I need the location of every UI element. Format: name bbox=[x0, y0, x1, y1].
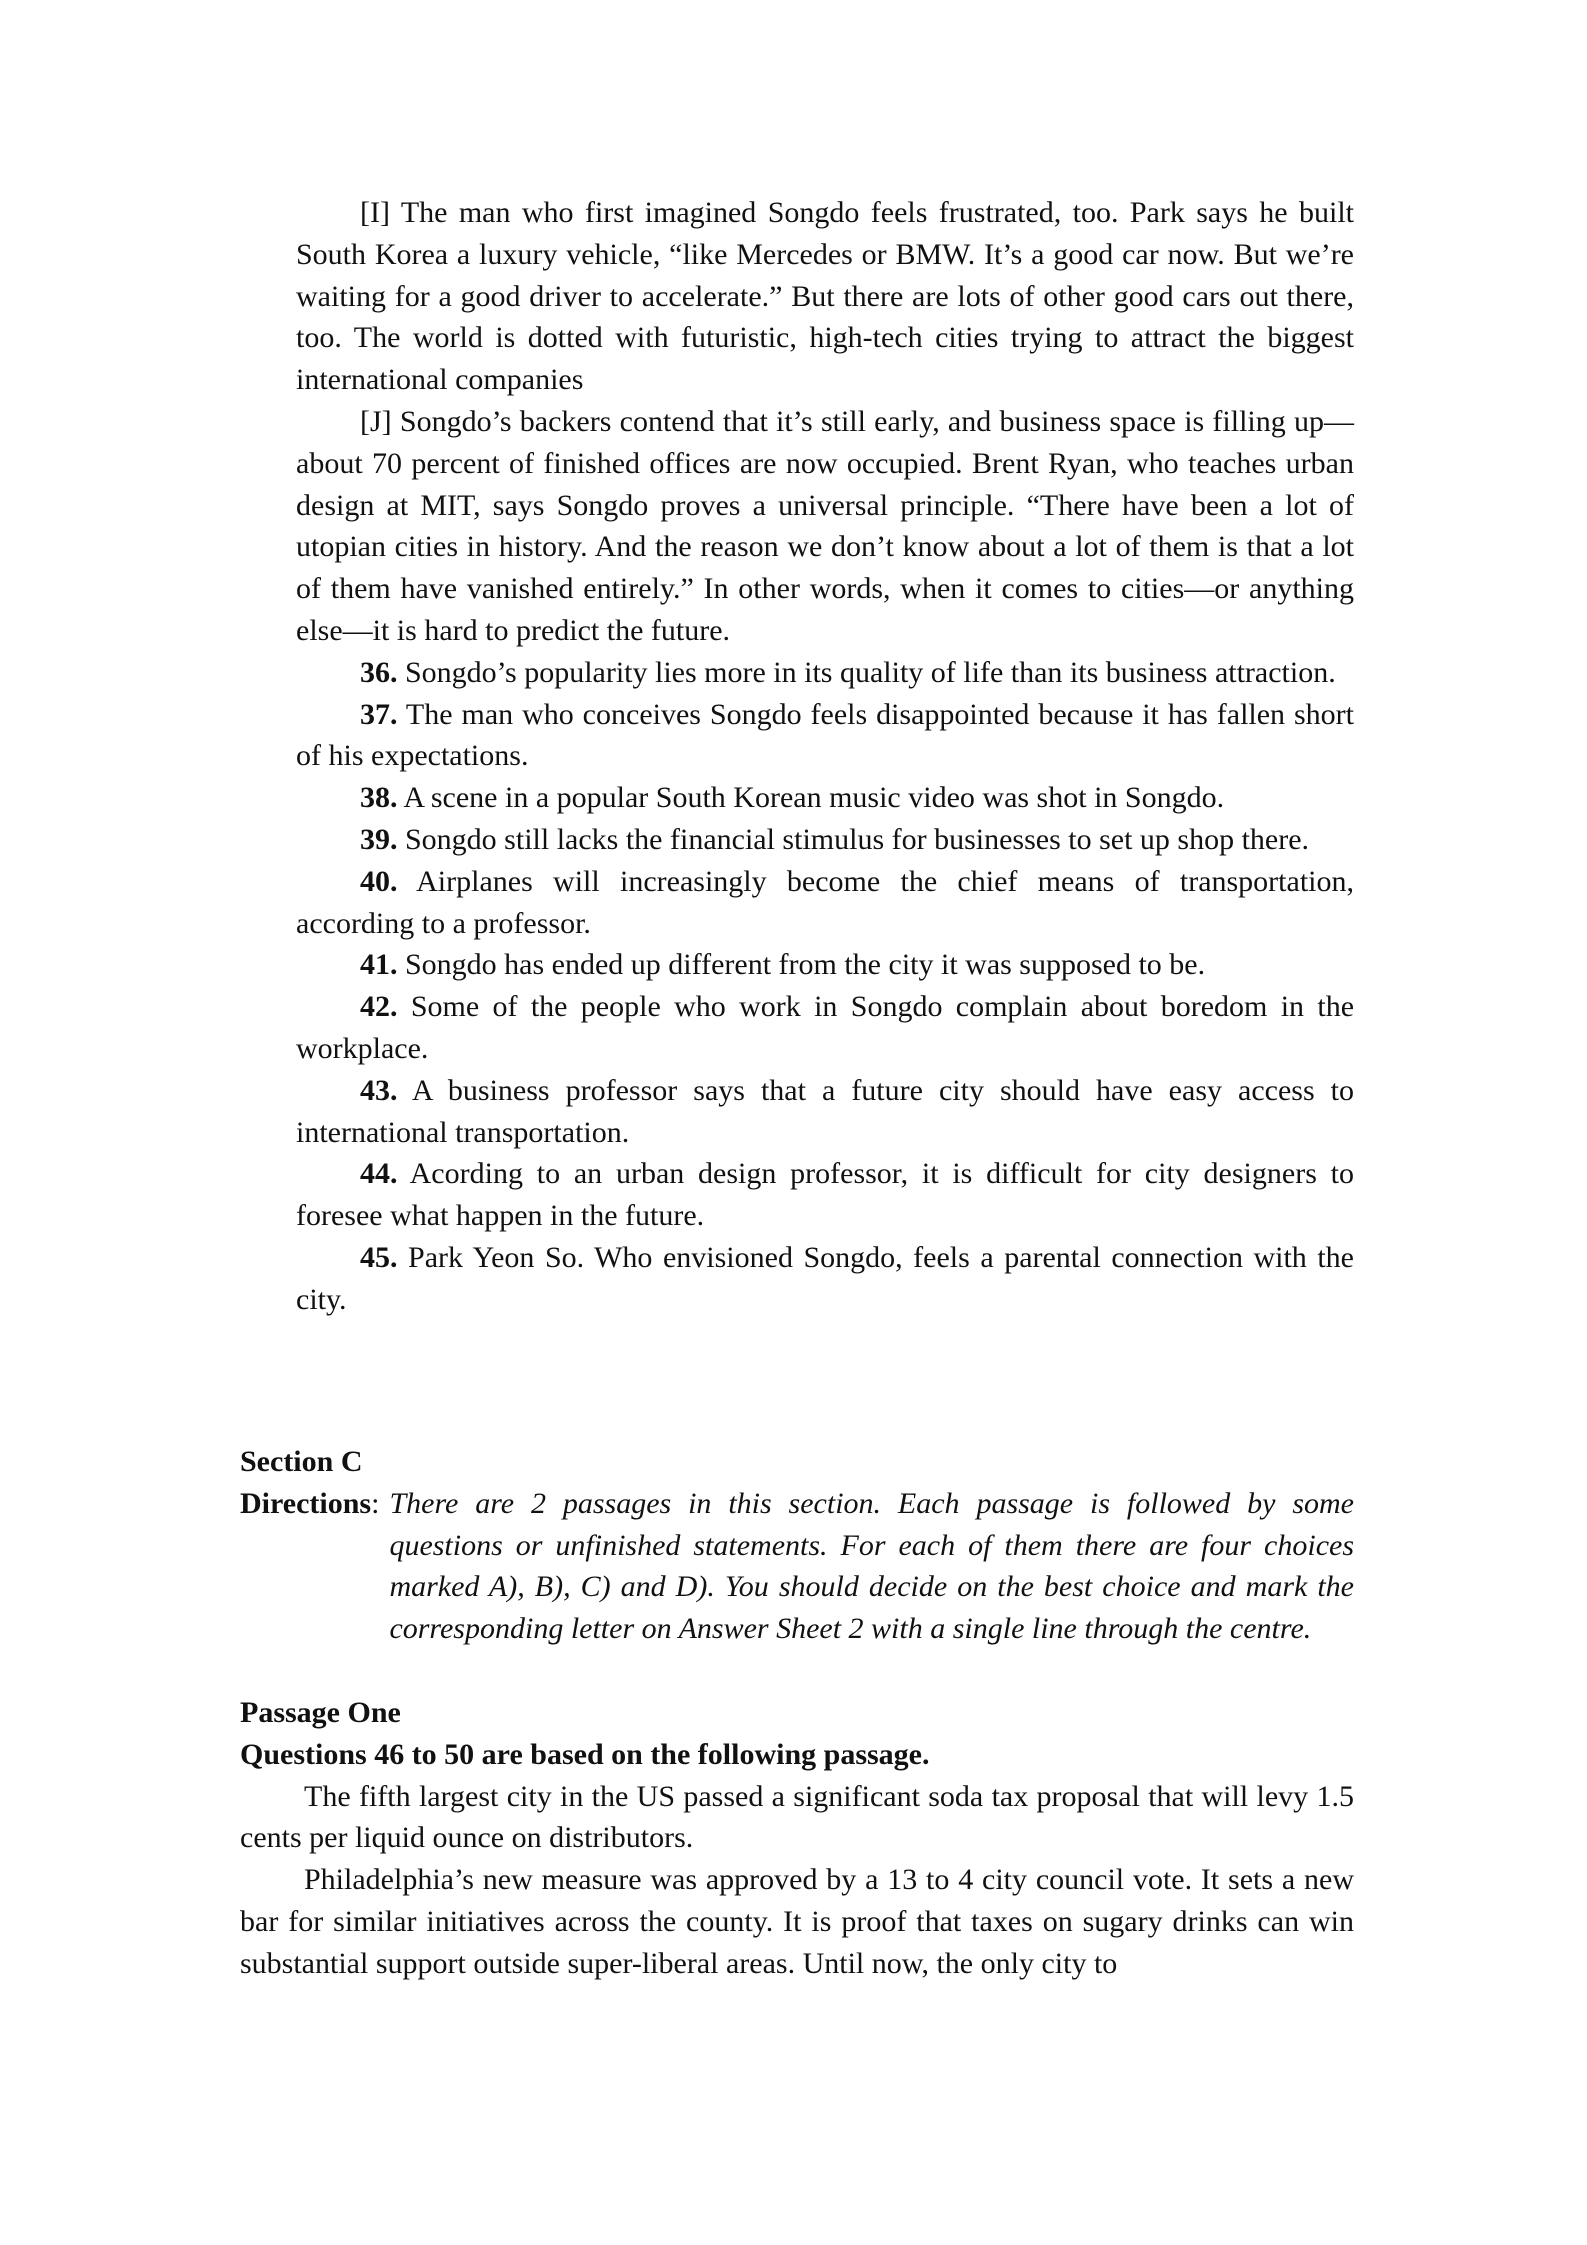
statement-number: 39. bbox=[360, 822, 398, 856]
section-c-block bbox=[240, 1441, 1354, 1985]
statement-text: The man who conceives Songdo feels disappointed because it has fallen short of his expectations. bbox=[296, 697, 1354, 773]
statement-text: Acording to an urban design professor, it is difficult for city designers to foresee what happen in the future. bbox=[296, 1157, 1354, 1233]
passage-paragraph: The fifth largest city in the US passed a significant soda tax proposal that will levy 1.5 cents per liquid ounce on distributors. bbox=[240, 1779, 1354, 1855]
statement-number: 44. bbox=[360, 1157, 398, 1191]
statement-number: 45. bbox=[360, 1240, 398, 1274]
statement-text: Airplanes will increasingly become the chief means of transportation, according to a professor. bbox=[296, 864, 1354, 940]
directions-text: There are 2 passages in this section. Each passage is followed by some questions or unfinished statements. For each of them there are four choices marked A), B), C) and D). You should decide on the best choice and mark the corresponding letter on Answer Sheet 2 with a single line through the centre. bbox=[389, 1486, 1354, 1646]
paragraph-i: [I] The man who first imagined Songdo feels frustrated, too. Park says he built South Korea a luxury vehicle, “like Mercedes or BMW. It’s a good car now. But we’re waiting for a good driver to accelerate.” But there are lots of other good cars out there, too. The world is dotted with futuristic, high-tech cities trying to attract the biggest international companies bbox=[296, 196, 1354, 397]
statement-text: A scene in a popular South Korean music video was shot in Songdo. bbox=[403, 781, 1225, 815]
paragraph-j: [J] Songdo’s backers contend that it’s still early, and business space is filling up—about 70 percent of finished offices are now occupied. Brent Ryan, who teaches urban design at MIT, says Songdo proves a universal principle. “There have been a lot of utopian cities in history. And the reason we don’t know about a lot of them is that a lot of them have vanished entirely.” In other words, when it comes to cities—or anything else—it is hard to predict the future. bbox=[296, 404, 1354, 647]
statement-text: A business professor says that a future city should have easy access to international transportation. bbox=[296, 1073, 1354, 1149]
statement-number: 41. bbox=[360, 948, 398, 982]
statement-item bbox=[296, 1153, 1354, 1237]
passage-one-title: Passage One bbox=[240, 1695, 401, 1729]
directions bbox=[240, 1483, 1354, 1650]
statement-text: Songdo’s popularity lies more in its quality of life than its business attraction. bbox=[405, 655, 1336, 689]
statement-number: 36. bbox=[360, 655, 398, 689]
statement-item bbox=[296, 652, 1354, 694]
statement-number: 37. bbox=[360, 697, 398, 731]
statement-number: 42. bbox=[360, 990, 398, 1024]
statement-text: Songdo still lacks the financial stimulus for businesses to set up shop there. bbox=[405, 822, 1310, 856]
statement-item bbox=[296, 986, 1354, 1070]
statement-text: Songdo has ended up different from the city it was supposed to be. bbox=[405, 948, 1206, 982]
spacer bbox=[240, 1650, 1354, 1692]
statement-item bbox=[296, 944, 1354, 986]
passage-continuation bbox=[296, 192, 1354, 1321]
statement-item bbox=[296, 777, 1354, 819]
statement-list bbox=[296, 652, 1354, 1321]
statement-number: 43. bbox=[360, 1073, 398, 1107]
statement-text: Some of the people who work in Songdo complain about boredom in the workplace. bbox=[296, 990, 1355, 1065]
section-c-title: Section C bbox=[240, 1445, 363, 1478]
statement-item bbox=[296, 1237, 1354, 1321]
statement-number: 40. bbox=[360, 864, 398, 898]
directions-label-text: Directions bbox=[240, 1486, 372, 1520]
passage-paragraph: Philadelphia’s new measure was approved by a 13 to 4 city council vote. It sets a new bar for similar initiatives across the county. It is proof that taxes on sugary drinks can win substantial support outside super-liberal areas. Until now, the only city to bbox=[240, 1863, 1354, 1980]
statement-item bbox=[296, 1070, 1354, 1154]
passage-one-subtitle: Questions 46 to 50 are based on the following passage. bbox=[240, 1737, 930, 1771]
statement-text: Park Yeon So. Who envisioned Songdo, feels a parental connection with the city. bbox=[296, 1240, 1354, 1316]
statement-item bbox=[296, 694, 1354, 778]
directions-label bbox=[240, 1483, 379, 1525]
statement-number: 38. bbox=[360, 781, 398, 815]
statement-item bbox=[296, 819, 1354, 861]
directions-colon: : bbox=[371, 1486, 380, 1520]
statement-item bbox=[296, 861, 1354, 945]
